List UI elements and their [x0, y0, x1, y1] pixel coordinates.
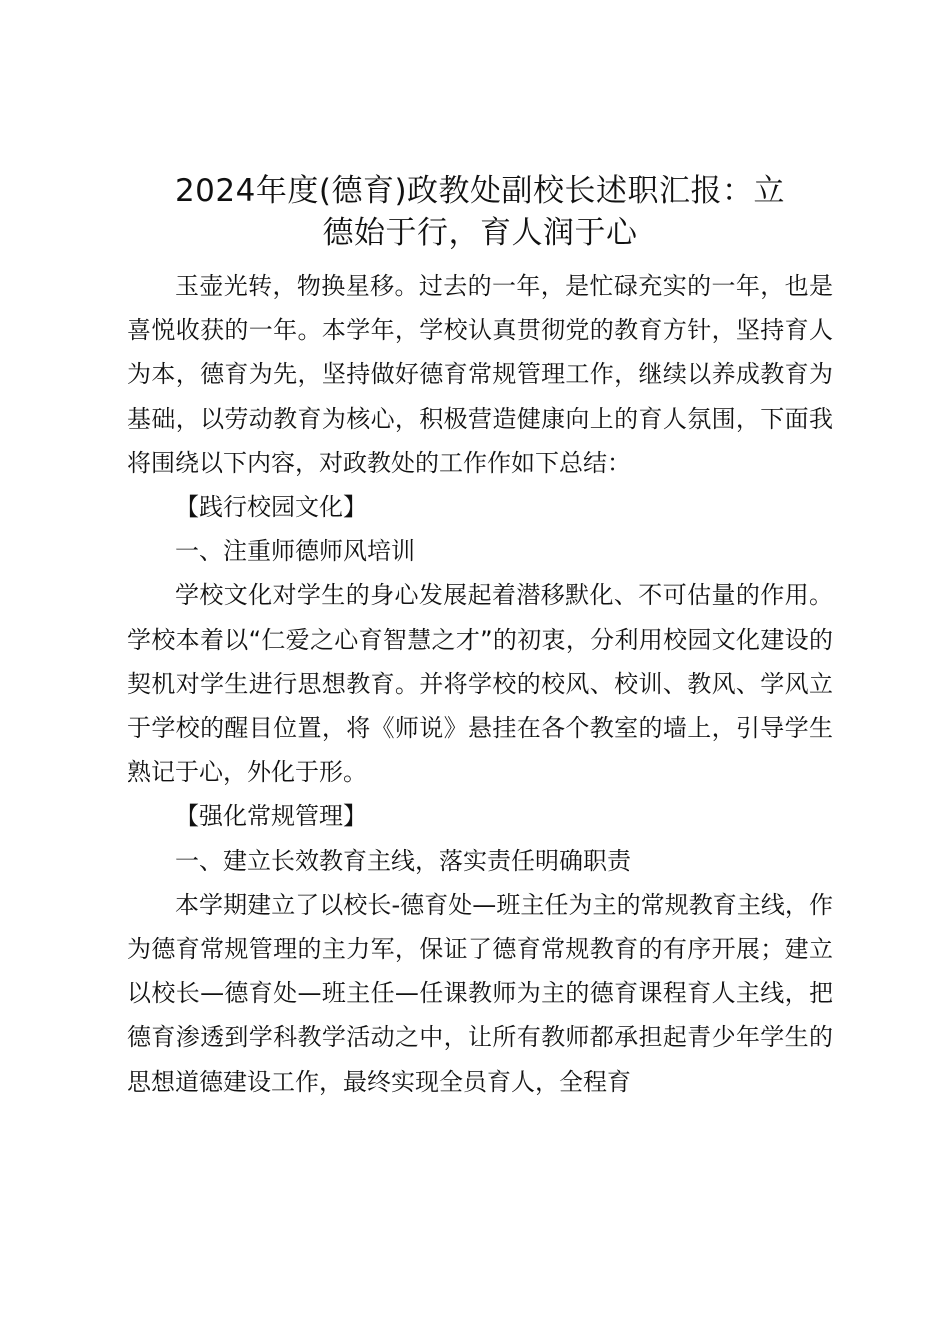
document-body [127, 264, 833, 1104]
subheading-teacher-ethics: 一、注重师德师风培训 [175, 537, 415, 566]
section-heading-campus-culture: 【践行校园文化】 [175, 493, 367, 522]
title-line-1: 2024年度(德育)政教处副校长述职汇报：立 [174, 173, 786, 209]
title-line-2: 德始于行，育人润于心 [322, 215, 638, 251]
paragraph-campus-culture: 学校文化对学生的身心发展起着潜移默化、不可估量的作用。学校本着以“仁爱之心育智慧之才”的初衷，分利用校园文化建设的契机对学生进行思想教育。并将学校的校风、校训、教风、学风立于学校的醒目位置，将《师说》悬挂在各个教室的墙上，引导学生熟记于心，外化于形。 [127, 581, 833, 787]
document-title [127, 170, 833, 254]
paragraph-intro: 玉壶光转，物换星移。过去的一年，是忙碌充实的一年，也是喜悦收获的一年。本学年，学校认真贯彻党的教育方针，坚持育人为本，德育为先，坚持做好德育常规管理工作，继续以养成教育为基础，以劳动教育为核心，积极营造健康向上的育人氛围，下面我将围绕以下内容，对政教处的工作作如下总结： [127, 272, 833, 477]
document-page [127, 170, 833, 1104]
section-heading-routine-management: 【强化常规管理】 [175, 802, 367, 831]
subheading-education-mainline: 一、建立长效教育主线，落实责任明确职责 [175, 846, 631, 875]
paragraph-education-mainline: 本学期建立了以校长-德育处—班主任为主的常规教育主线，作为德育常规管理的主力军，保证了德育常规教育的有序开展；建立以校长—德育处—班主任—任课教师为主的德育课程育人主线，把德育渗透到学科教学活动之中，让所有教师都承担起青少年学生的思想道德建设工作，最终实现全员育人，全程育 [127, 890, 833, 1096]
